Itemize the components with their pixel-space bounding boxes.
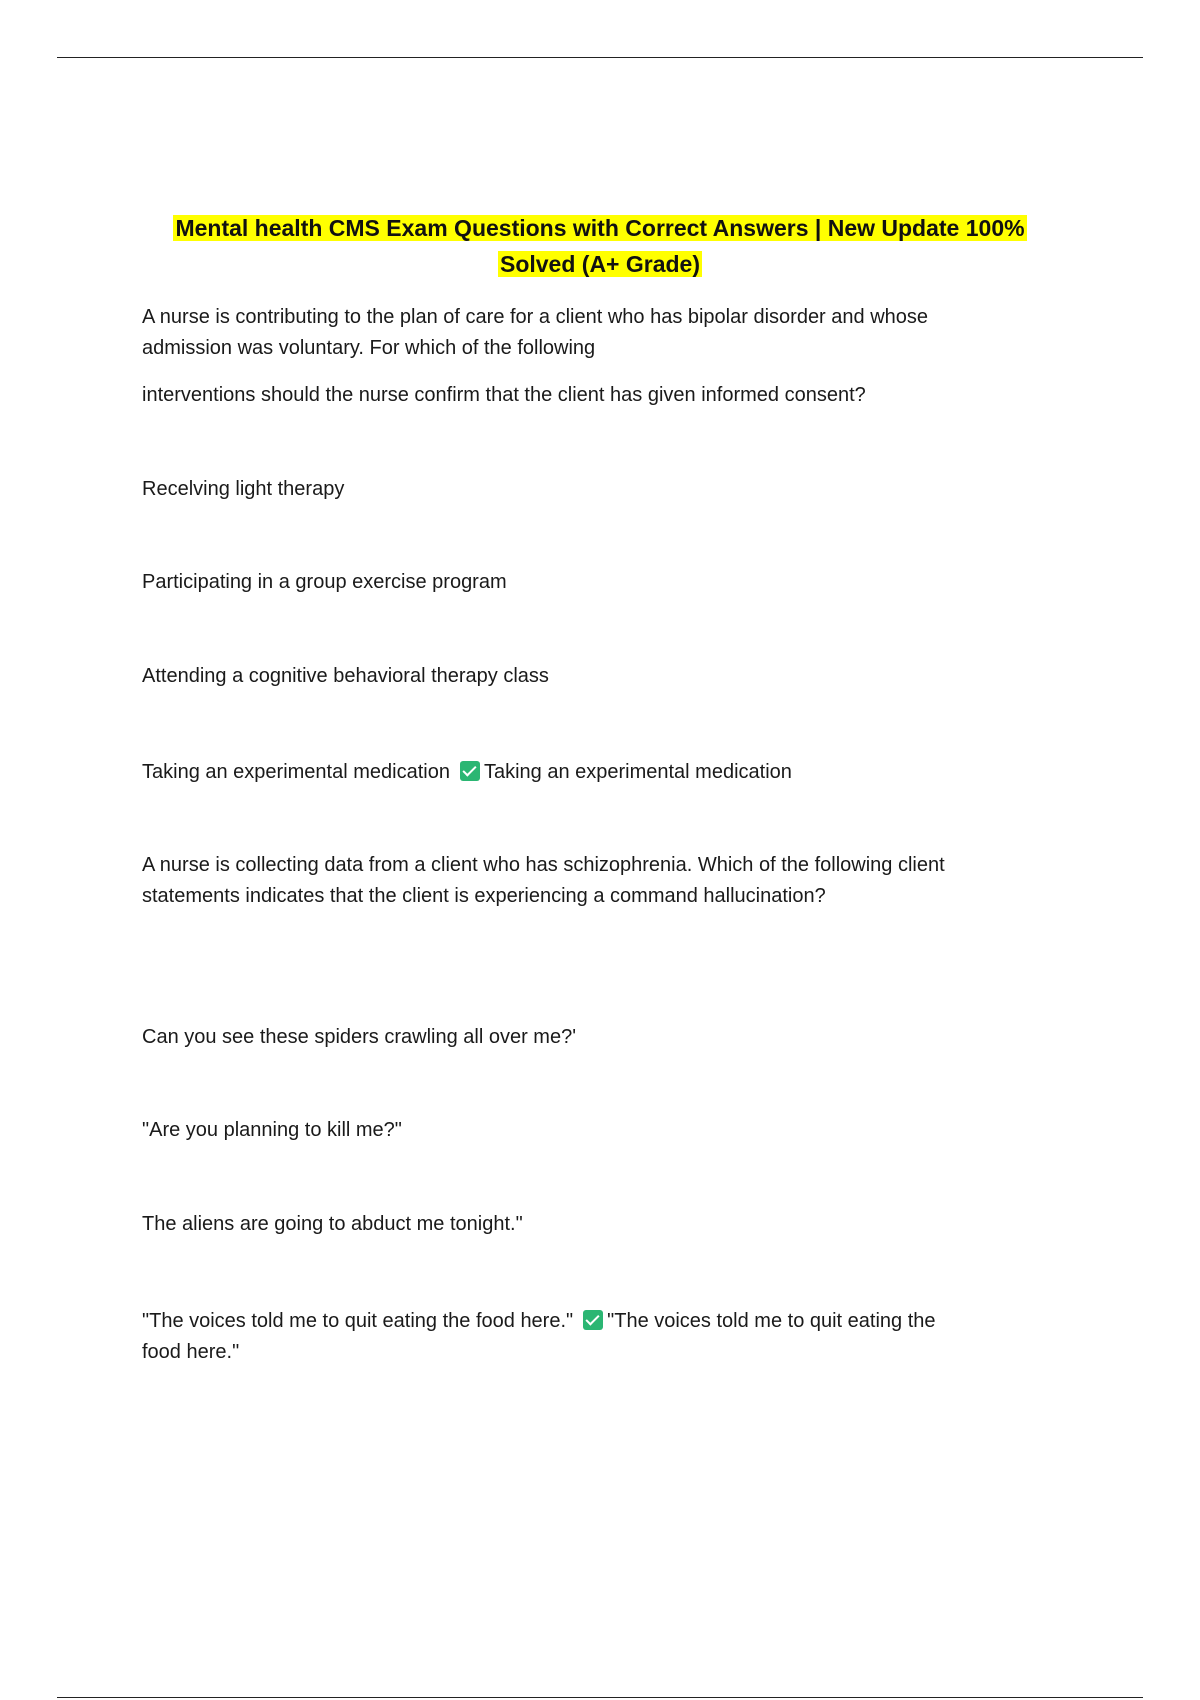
question-2-option-4: [142, 1306, 1042, 1368]
title-line-2: Solved (A+ Grade): [499, 251, 701, 277]
question-2-answer-line-2: food here.": [142, 1341, 240, 1363]
question-1-option-4-text: Taking an experimental medication: [142, 761, 450, 783]
question-2-stem-line-2: statements indicates that the client is experiencing a command hallucination?: [142, 885, 826, 907]
question-2-option-1: Can you see these spiders crawling all over me?': [142, 1026, 577, 1048]
title-line-1: Mental health CMS Exam Questions with Correct Answers | New Update 100%: [175, 215, 1025, 241]
question-1-stem: [142, 302, 1042, 364]
question-2-answer-line-1: "The voices told me to quit eating the: [607, 1310, 936, 1332]
question-1-option-2: Participating in a group exercise program: [142, 571, 507, 593]
question-1-option-4: [142, 757, 1042, 788]
question-2-option-3: The aliens are going to abduct me tonight.": [142, 1213, 523, 1235]
footer-rule: [57, 1697, 1143, 1698]
question-1-option-3: Attending a cognitive behavioral therapy class: [142, 665, 549, 687]
document-title: [120, 210, 1080, 282]
header-rule: [57, 57, 1143, 58]
question-2-option-2: "Are you planning to kill me?": [142, 1119, 402, 1141]
question-2-stem: [142, 850, 1042, 912]
question-1-answer: Taking an experimental medication: [483, 761, 792, 783]
question-2-stem-line-1: A nurse is collecting data from a client who has schizophrenia. Which of the following client: [142, 854, 945, 876]
check-mark-icon: [583, 1310, 603, 1330]
check-mark-icon: [460, 761, 480, 781]
question-1-stem-continued: interventions should the nurse confirm that the client has given informed consent?: [142, 384, 866, 406]
question-1-stem-line-2: admission was voluntary. For which of the following: [142, 337, 596, 359]
question-2-option-4-text: "The voices told me to quit eating the food here.": [142, 1310, 574, 1332]
question-1-stem-line-1: A nurse is contributing to the plan of care for a client who has bipolar disorder and whose: [142, 306, 929, 328]
question-1-option-1: Recelving light therapy: [142, 478, 345, 500]
